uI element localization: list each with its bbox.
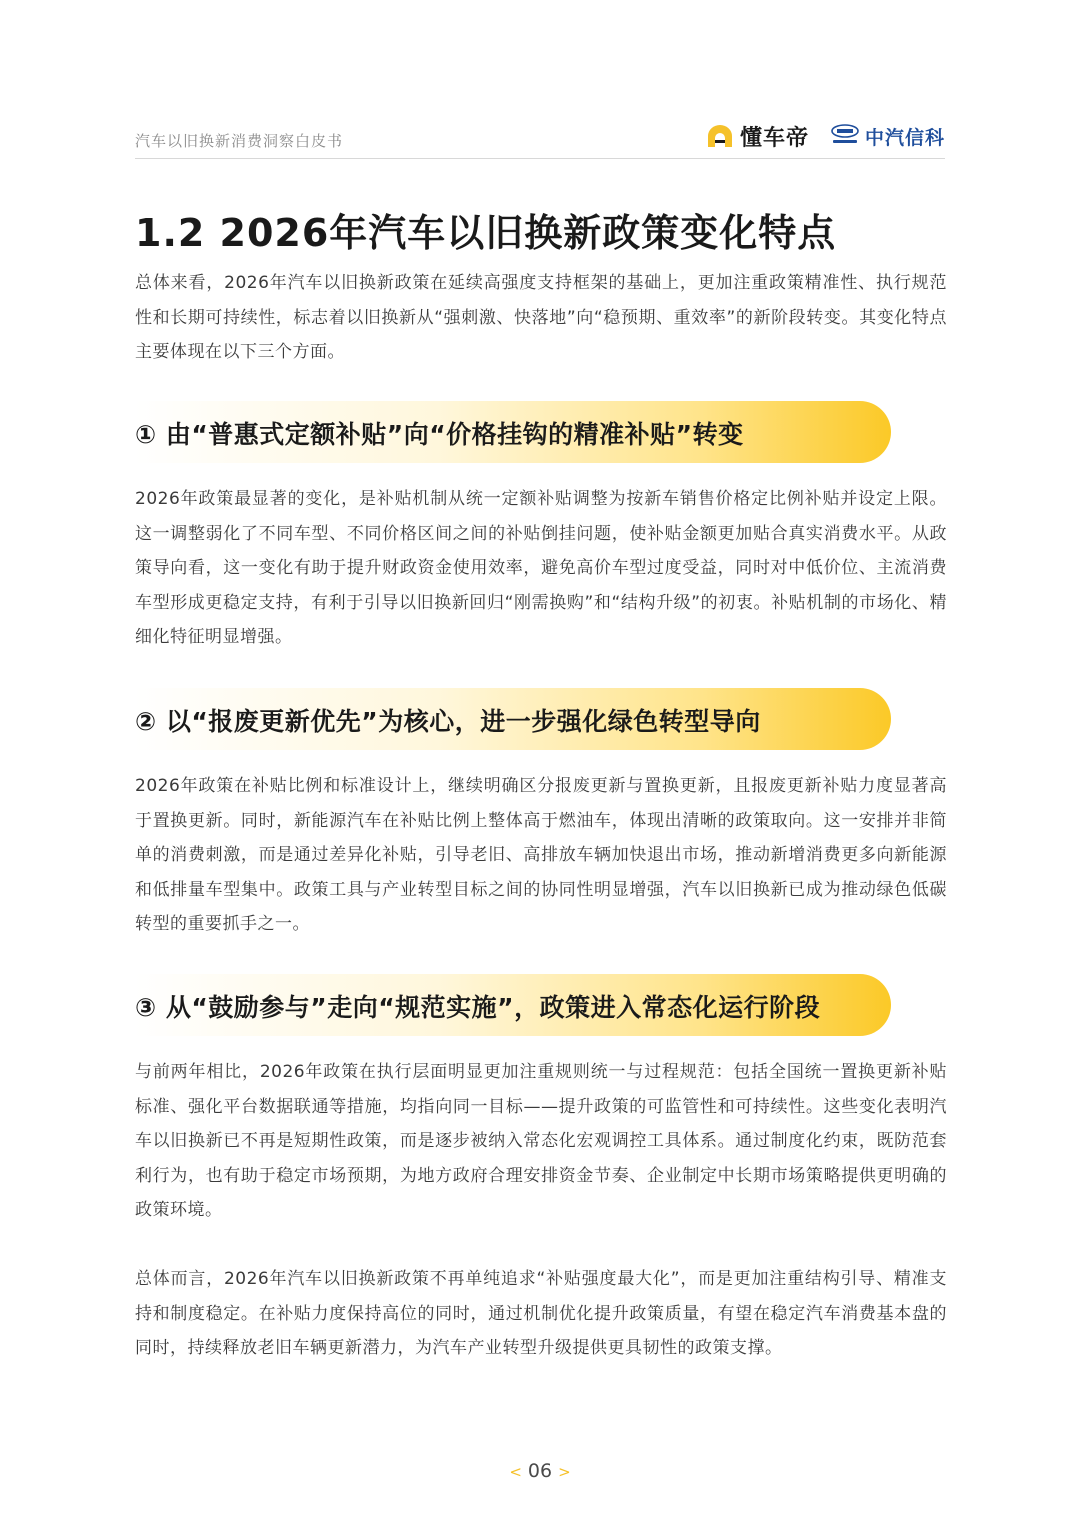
subsection-2-banner — [135, 688, 891, 750]
intro-paragraph: 总体来看，2026年汽车以旧换新政策在延续高强度支持框架的基础上，更加注重政策精准性、执行规范性和长期可持续性，标志着以旧换新从“强刺激、快落地”向“稳预期、重效率”的新阶段转变。其变化特点主要体现在以下三个方面。 — [135, 273, 947, 362]
subsection-3-body: 与前两年相比，2026年政策在执行层面明显更加注重规则统一与过程规范：包括全国统一置换更新补贴标准、强化平台数据联通等措施，均指向同一目标——提升政策的可监管性和可持续性。这些变化表明汽车以旧换新已不再是短期性政策，而是逐步被纳入常态化宏观调控工具体系。通过制度化约束，既防范套利行为，也有助于稳定市场预期，为地方政府合理安排资金节奏、企业制定中长期市场策略提供更明确的政策环境。 — [135, 1062, 947, 1220]
dongchedi-logo — [705, 121, 809, 152]
chevron-right-icon: > — [558, 1463, 571, 1481]
header-title: 汽车以旧换新消费洞察白皮书 — [135, 132, 344, 150]
catarc-logo-text: 中汽信科 — [864, 126, 945, 149]
page-header — [135, 112, 945, 159]
subsection-2-body: 2026年政策在补贴比例和标准设计上，继续明确区分报废更新与置换更新，且报废更新补贴力度显著高于置换更新。同时，新能源汽车在补贴比例上整体高于燃油车，体现出清晰的政策取向。这一安排并非简单的消费刺激，而是通过差异化补贴，引导老旧、高排放车辆加快退出市场，推动新增消费更多向新能源和低排量车型集中。政策工具与产业转型目标之间的协同性明显增强，汽车以旧换新已成为推动绿色低碳转型的重要抓手之一。 — [135, 776, 947, 934]
subsection-3-title: ③ 从“鼓励参与”走向“规范实施”，政策进入常态化运行阶段 — [135, 993, 821, 1022]
logo-group — [705, 120, 945, 152]
section-title: 1.2 2026年汽车以旧换新政策变化特点 — [135, 211, 837, 255]
dongchedi-logo-text: 懂车帝 — [739, 125, 809, 151]
page-number — [0, 1460, 1080, 1482]
conclusion-paragraph: 总体而言，2026年汽车以旧换新政策不再单纯追求“补贴强度最大化”，而是更加注重结构引导、精准支持和制度稳定。在补贴力度保持高位的同时，通过机制优化提升政策质量，有望在稳定汽车消费基本盘的同时，持续释放老旧车辆更新潜力，为汽车产业转型升级提供更具韧性的政策支撑。 — [135, 1269, 947, 1358]
catarc-logo — [829, 123, 945, 150]
dongchedi-logo-icon — [705, 123, 735, 149]
subsection-1-title: ① 由“普惠式定额补贴”向“价格挂钩的精准补贴”转变 — [135, 420, 744, 449]
subsection-1-banner — [135, 401, 891, 463]
page-number-text: 06 — [527, 1460, 553, 1482]
subsection-2-title: ② 以“报废更新优先”为核心，进一步强化绿色转型导向 — [135, 707, 761, 736]
subsection-1-body: 2026年政策最显著的变化，是补贴机制从统一定额补贴调整为按新车销售价格定比例补贴并设定上限。这一调整弱化了不同车型、不同价格区间之间的补贴倒挂问题，使补贴金额更加贴合真实消费水平。从政策导向看，这一变化有助于提升财政资金使用效率，避免高价车型过度受益，同时对中低价位、主流消费车型形成更稳定支持，有利于引导以旧换新回归“刚需换购”和“结构升级”的初衷。补贴机制的市场化、精细化特征明显增强。 — [135, 489, 947, 647]
catarc-logo-icon — [829, 123, 861, 149]
chevron-left-icon: < — [509, 1463, 522, 1481]
subsection-3-banner — [135, 974, 891, 1036]
